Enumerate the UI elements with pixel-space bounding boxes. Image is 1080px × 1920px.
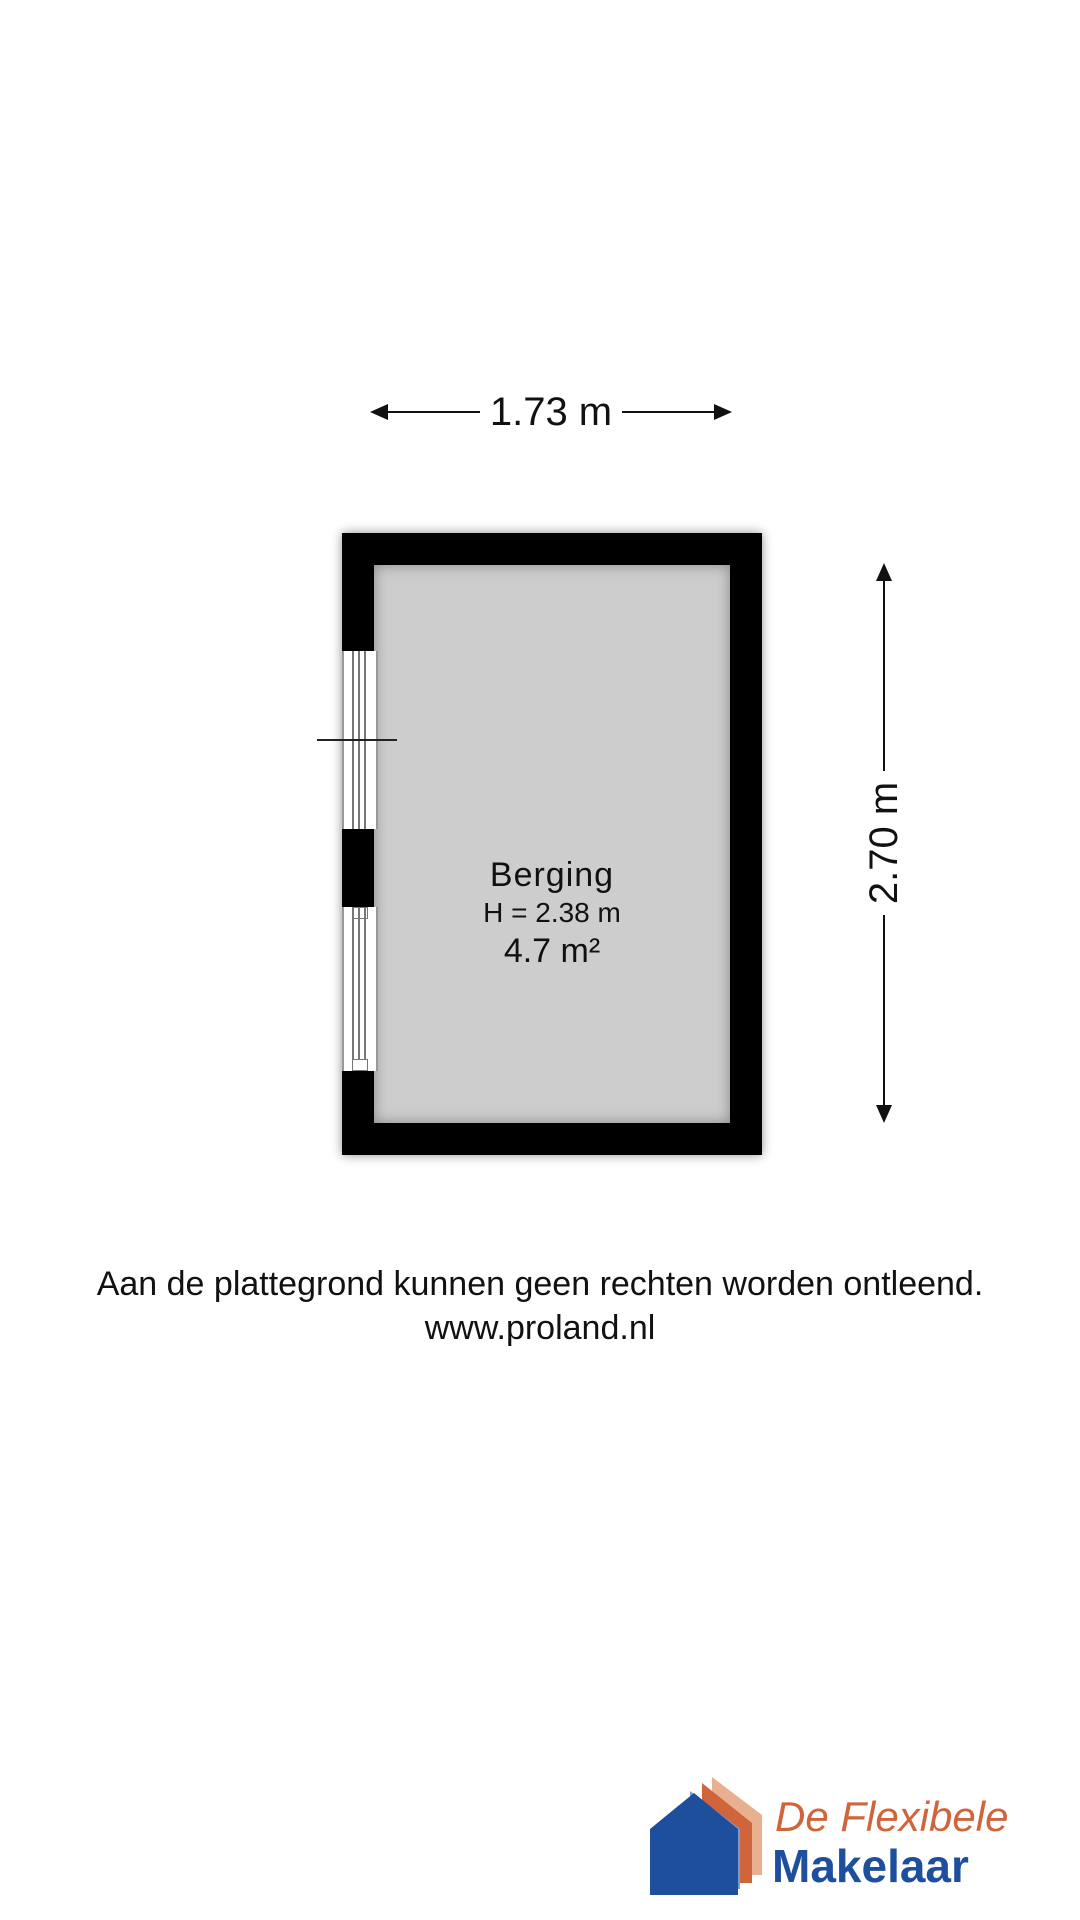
height-label: 2.70 m	[862, 781, 906, 905]
window-bottom	[342, 907, 378, 1071]
house-logo-icon	[650, 1765, 770, 1895]
window-tick-mark	[317, 739, 397, 741]
room-label	[374, 855, 730, 971]
disclaimer	[0, 1262, 1080, 1350]
dimension-line	[883, 915, 885, 1107]
arrow-down-icon	[876, 1105, 892, 1123]
room-floor	[374, 565, 730, 1123]
width-dimension	[370, 390, 732, 434]
room-height: H = 2.38 m	[483, 897, 621, 928]
floor-plan	[342, 533, 762, 1155]
company-logo	[650, 1765, 1050, 1895]
logo-text-top: De Flexibele	[775, 1793, 1009, 1840]
width-label: 1.73 m	[489, 390, 613, 434]
disclaimer-text: Aan de plattegrond kunnen geen rechten worden ontleend.	[96, 1265, 984, 1303]
height-dimension	[862, 563, 906, 1123]
dimension-line	[622, 411, 718, 413]
arrow-right-icon	[714, 404, 732, 420]
disclaimer-url: www.proland.nl	[424, 1309, 656, 1347]
room-name: Berging	[489, 856, 615, 894]
logo-text-bottom: Makelaar	[772, 1840, 969, 1892]
room-area: 4.7 m²	[503, 932, 601, 970]
dimension-line	[883, 579, 885, 771]
